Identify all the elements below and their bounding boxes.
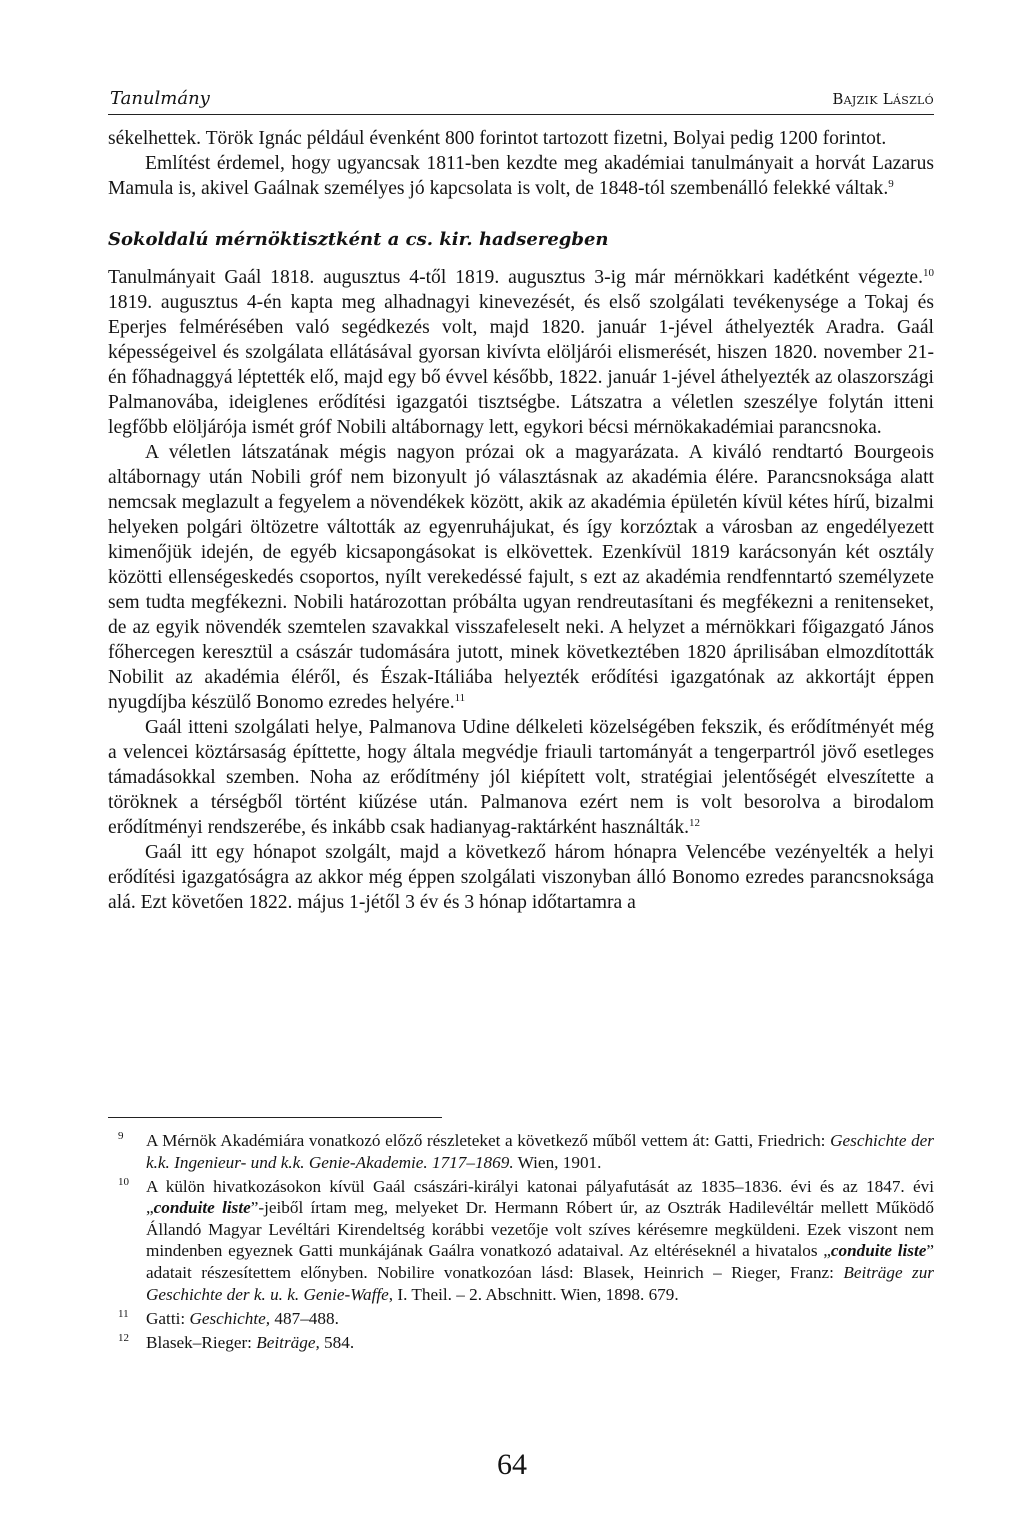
header-section-title: Tanulmány — [110, 88, 210, 109]
footnote-12: 12 Blasek–Rieger: Beiträge, 584. — [108, 1332, 934, 1354]
footnote-number: 10 — [118, 1175, 129, 1188]
paragraph-continuation: sékelhettek. Török Ignác például évenként 800 forintot tartozott fizetni, Bolyai pedig 1200 forintot. — [108, 128, 887, 149]
footnote-ref: 12 — [689, 817, 701, 829]
footnote-9: 9 A Mérnök Akadémiára vonatkozó előző részleteket a következő műből vettem át: Gatti, Friedrich: Geschichte der k.k. Ingenieur- und k.k. Genie-Akademie. 1717–1869. Wien, 1901. — [108, 1130, 934, 1173]
paragraph: Gaál itt egy hónapot szolgált, majd a következő három hónapra Velencébe vezényelték a helyi erődítési igazgatóságra az akkor még éppen szolgálati viszonyban álló Bonomo ezredes parancsnoksága alá. Ezt követően 1822. május 1-jétől 3 év és 3 hónap időtartamra a — [108, 842, 934, 913]
footnote-number: 12 — [118, 1331, 129, 1344]
footnote-number: 11 — [118, 1307, 129, 1320]
paragraph: A véletlen látszatának mégis nagyon prózai ok a magyarázata. A kiváló rendtartó Bourgeois altábornagy után Nobili gróf nem bizonyult jó választásnak az akadémia élére. Parancsnoksága alatt nemcsak meglazult a fegyelem a növendékek között, akik az akadémia épületén kívül kétes hírű, bizalmi helyeken polgári öltözetre váltották az egyenruhájukat, és így korzóztak a városban az engedélyezett kimenőjük idején, de egyéb kicsapongásokat is elkövettek. Ezenkívül 1819 karácsonyán két osztály közötti ellenségeskedés csoportos, nyílt verekedéssé fajult, s ezt az akadémia rendfenntartó személyzete sem tudta megfékezni. Nobili határozottan próbálta ugyan rendreutasítani és megfékezni a renitenseket, de az egyik növendék szemtelen szavakkal visszafeleselt neki. A helyzet a mérnökkari főigazgató János főhercegen keresztül a császár tudomására jutott, minek következtében 1820 áprilisában elmozdították Nobilit az akadémia éléről, és Észak-Itáliába helyezték erődítési igazgatónak az akkortájt éppen nyugdíjba készülő Bonomo ezredes helyére.$^{11}$ — [108, 442, 934, 713]
paragraph: Gaál itteni szolgálati helye, Palmanova Udine délkeleti közelségében fekszik, és erődítményét még a velencei köztársaság építtette, hogy általa megvédje friauli tartományát a tengerpartról jövő esetleges támadásokkal szemben. Noha az erődítmény jól kiépített volt, stratégiai jelentőségét elveszítette a töröknek a térségből történt kiűzése után. Palmanova ezért nem is volt besorolva a birodalom erődítményi rendszerébe, és inkább csak hadianyag-raktárként használták.$^{12}$ — [108, 717, 934, 838]
paragraph: Említést érdemel, hogy ugyancsak 1811-ben kezdte meg akadémiai tanulmányait a horvát Lazarus Mamula is, akivel Gaálnak személyes jó kapcsolata is volt, de 1848-tól szembenálló felekké váltak.$^9$ — [108, 153, 934, 199]
footnotes — [108, 1130, 934, 1356]
body-text — [108, 126, 934, 915]
footnote-number: 9 — [118, 1130, 124, 1142]
running-header — [108, 88, 934, 115]
footnote-11: 11 Gatti: Geschichte, 487–488. — [108, 1308, 934, 1330]
footnote-10: 10 A külön hivatkozásokon kívül Gaál császári-királyi katonai pályafutását az 1835–1836. évi és az 1847. évi „conduite liste”-jeiből írtam meg, melyeket Dr. Hermann Róbert úr, az Osztrák Hadilevéltár mellett Működő Állandó Magyar Levéltári Kirendeltség korábbi vezetője volt szíves kérésemre megküldeni. Ezek viszont nem mindenben egyeznek Gatti munkájának Gaálra vonatkozó adataival. Az eltéréseknél a hivatalos „conduite liste” adatait részesítettem előnyben. Nobilire vonatkozóan lásd: Blasek, Heinrich – Rieger, Franz: Beiträge zur Geschichte der k. u. k. Genie-Waffe, I. Theil. – 2. Abschnitt. Wien, 1898. 679. — [108, 1176, 934, 1306]
header-author: Bajzik László — [832, 90, 934, 108]
section-heading: Sokoldalú mérnöktisztként a cs. kir. hadseregben — [108, 229, 609, 250]
footnote-ref: 9 — [888, 178, 894, 190]
footnote-ref: 10 — [923, 267, 934, 279]
page-number: 64 — [497, 1448, 527, 1481]
paragraph: Tanulmányait Gaál 1818. augusztus 4-től 1819. augusztus 3-ig már mérnökkari kadétként végezte.$^{10}$ 1819. augusztus 4-én kapta meg alhadnagyi kinevezését, és első szolgálati tevékenysége a Tokaj és Eperjes felmérésében való segédkezés volt, majd 1820. január 1-jével áthelyezték Aradra. Gaál képességeivel és szolgálata ellátásával gyorsan kivívta elöljárói elismerését, hiszen 1820. november 21-én főhadnaggyá léptették elő, majd egy bő évvel később, 1822. január 1-jével áthelyezték az olaszországi Palmanovába, ideiglenes erődítési igazgatói tisztségbe. Látszatra a véletlen szeszélye folytán itteni legfőbb elöljárója ismét gróf Nobili altábornagy lett, egykori bécsi mérnökakadémiai parancsnoka. — [108, 267, 934, 438]
footnote-divider — [108, 1117, 442, 1118]
footnote-ref: 11 — [454, 692, 466, 704]
